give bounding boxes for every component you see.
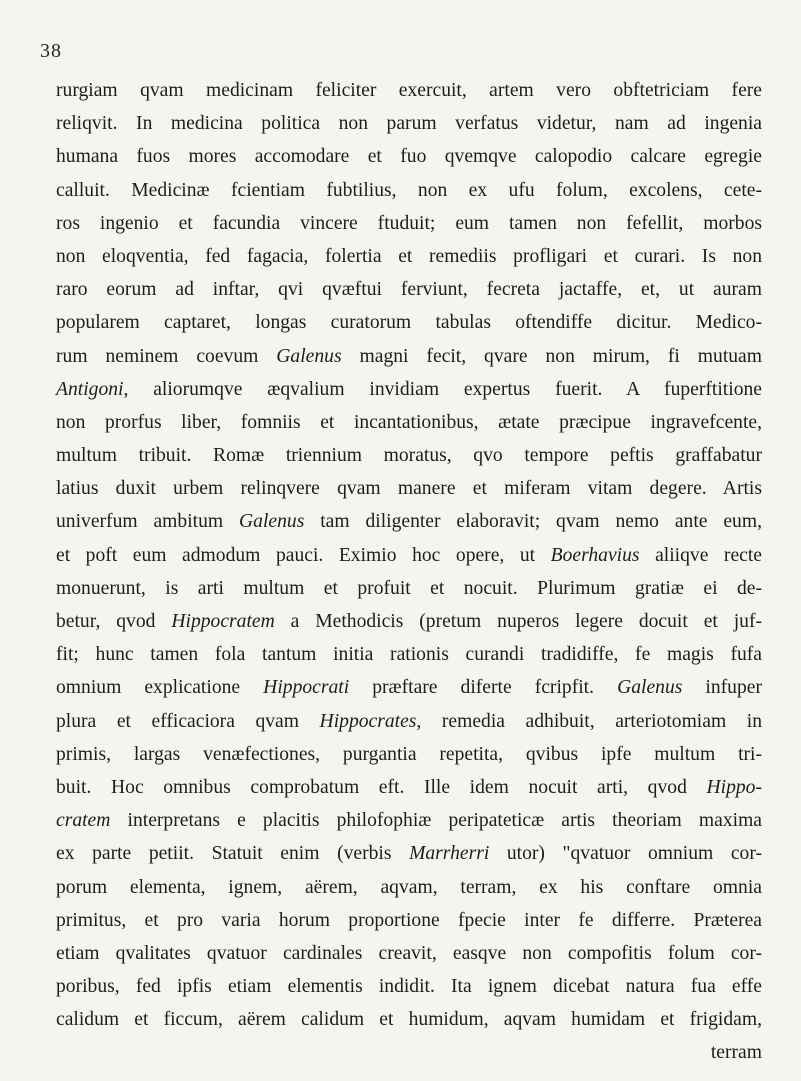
text-line — [56, 671, 762, 704]
italic-name: Boerhavius — [550, 544, 640, 566]
text-line — [56, 638, 762, 671]
text-line — [56, 472, 762, 505]
text-run: calluit. Medicinæ fcientiam fubtilius, non ex ufu folum, excolens, cete- — [56, 179, 762, 201]
text-line — [56, 539, 762, 572]
text-line — [56, 406, 762, 439]
text-line — [56, 273, 762, 306]
text-line — [56, 904, 762, 937]
italic-name: Antigoni — [56, 378, 124, 400]
text-run: betur, qvod — [56, 611, 172, 632]
italic-name: Galenus — [276, 345, 342, 367]
text-line — [56, 340, 762, 373]
page-number: 38 — [40, 40, 62, 62]
text-run: terram — [710, 1042, 762, 1064]
text-run: porum elementa, ignem, aërem, aqvam, terram, ex his conftare omnia — [56, 876, 762, 898]
text-run: fit; hunc tamen fola tantum initia rationis curandi tradidiffe, fe magis fufa — [56, 644, 762, 666]
text-run: monuerunt, is arti multum et profuit et nocuit. Plurimum gratiæ ei de- — [56, 577, 762, 599]
text-line — [56, 871, 762, 904]
text-run: raro eorum ad inftar, qvi qvæftui ferviunt, fecreta jactaffe, et, ut auram — [56, 279, 762, 301]
text-line — [56, 937, 762, 970]
text-line — [56, 174, 762, 207]
text-line — [56, 605, 762, 638]
text-line — [56, 1036, 762, 1069]
text-run: a Methodicis (pretum nuperos legere docuit et juf- — [274, 611, 763, 632]
italic-name: Hippocrates — [319, 710, 417, 732]
text-run: præftare diferte fcripfit. — [349, 677, 618, 699]
text-line — [56, 439, 762, 472]
text-line — [56, 140, 762, 173]
text-run: utor) "qvatuor omnium cor- — [489, 843, 762, 865]
italic-name: Marrherri — [409, 843, 490, 865]
text-line — [56, 804, 762, 837]
text-line — [56, 771, 762, 804]
text-line — [56, 738, 762, 771]
text-run: aliiqve recte — [639, 544, 762, 566]
text-run: , aliorumqve æqvalium invidiam expertus fuerit. A fuperftitione — [123, 378, 762, 400]
text-run: et poft eum admodum pauci. Eximio hoc opere, ut — [56, 544, 551, 566]
text-run: buit. Hoc omnibus comprobatum eft. Ille idem nocuit arti, qvod — [56, 776, 707, 798]
text-run: univerfum ambitum — [56, 511, 240, 533]
text-line — [56, 970, 762, 1003]
text-line — [56, 705, 762, 738]
text-run: omnium explicatione — [56, 677, 264, 699]
text-line — [56, 572, 762, 605]
text-run: ros ingenio et facundia vincere ftuduit; eum tamen non fefellit, morbos — [56, 212, 762, 234]
text-run: infuper — [682, 677, 763, 699]
body-text — [56, 74, 762, 1070]
text-run: humana fuos mores accomodare et fuo qvemqve calopodio calcare egregie — [56, 146, 762, 168]
text-line — [56, 240, 762, 273]
text-run: multum tribuit. Romæ triennium moratus, qvo tempore peftis graffabatur — [56, 445, 762, 467]
text-run: primitus, et pro varia horum proportione fpecie inter fe differre. Præterea — [56, 909, 762, 931]
text-run: rum neminem coevum — [56, 345, 277, 367]
text-line — [56, 207, 762, 240]
text-line — [56, 306, 762, 339]
text-run: poribus, fed ipfis etiam elementis indidit. Ita ignem dicebat natura fua effe — [56, 976, 762, 998]
text-run: ex parte petiit. Statuit enim (verbis — [56, 843, 410, 865]
text-run: rurgiam qvam medicinam feliciter exercuit, artem vero obftetriciam fere — [56, 80, 762, 101]
text-line — [56, 837, 762, 870]
italic-name: Galenus — [617, 677, 683, 699]
text-run: tam diligenter elaboravit; qvam nemo ante eum, — [304, 511, 762, 533]
text-line — [56, 505, 762, 538]
text-run: magni fecit, qvare non mirum, fi mutuam — [341, 345, 762, 367]
text-run: calidum et ficcum, aërem calidum et humidum, aqvam humidam et frigidam, — [56, 1009, 762, 1031]
italic-name: Hippocrati — [263, 677, 350, 699]
italic-name: Hippocratem — [171, 611, 275, 632]
text-run: plura et efficaciora qvam — [56, 710, 320, 732]
text-run: primis, largas venæfectiones, purgantia repetita, qvibus ipfe multum tri- — [56, 743, 762, 765]
text-line — [56, 1003, 762, 1036]
text-run: non prorfus liber, fomniis et incantationibus, ætate præcipue ingravefcente, — [56, 411, 762, 433]
text-run: popularem captaret, longas curatorum tabulas oftendiffe dicitur. Medico- — [56, 312, 762, 334]
text-run: etiam qvalitates qvatuor cardinales creavit, easqve non compofitis folum cor- — [56, 942, 762, 964]
text-run: reliqvit. In medicina politica non parum verfatus videtur, nam ad ingenia — [56, 113, 762, 135]
text-run: interpretans e placitis philofophiæ peripateticæ artis theoriam maxima — [110, 810, 762, 832]
text-run: latius duxit urbem relinqvere qvam manere et miferam vitam degere. Artis — [56, 478, 762, 500]
text-run: non eloqventia, fed fagacia, folertia et remediis profligari et curari. Is non — [56, 245, 762, 267]
text-line — [56, 107, 762, 140]
text-line — [56, 373, 762, 406]
italic-name: Hippo- — [706, 776, 762, 798]
italic-name: cratem — [56, 810, 111, 832]
text-run: , remedia adhibuit, arteriotomiam in — [416, 710, 762, 732]
text-line — [56, 74, 762, 107]
italic-name: Galenus — [239, 511, 305, 533]
